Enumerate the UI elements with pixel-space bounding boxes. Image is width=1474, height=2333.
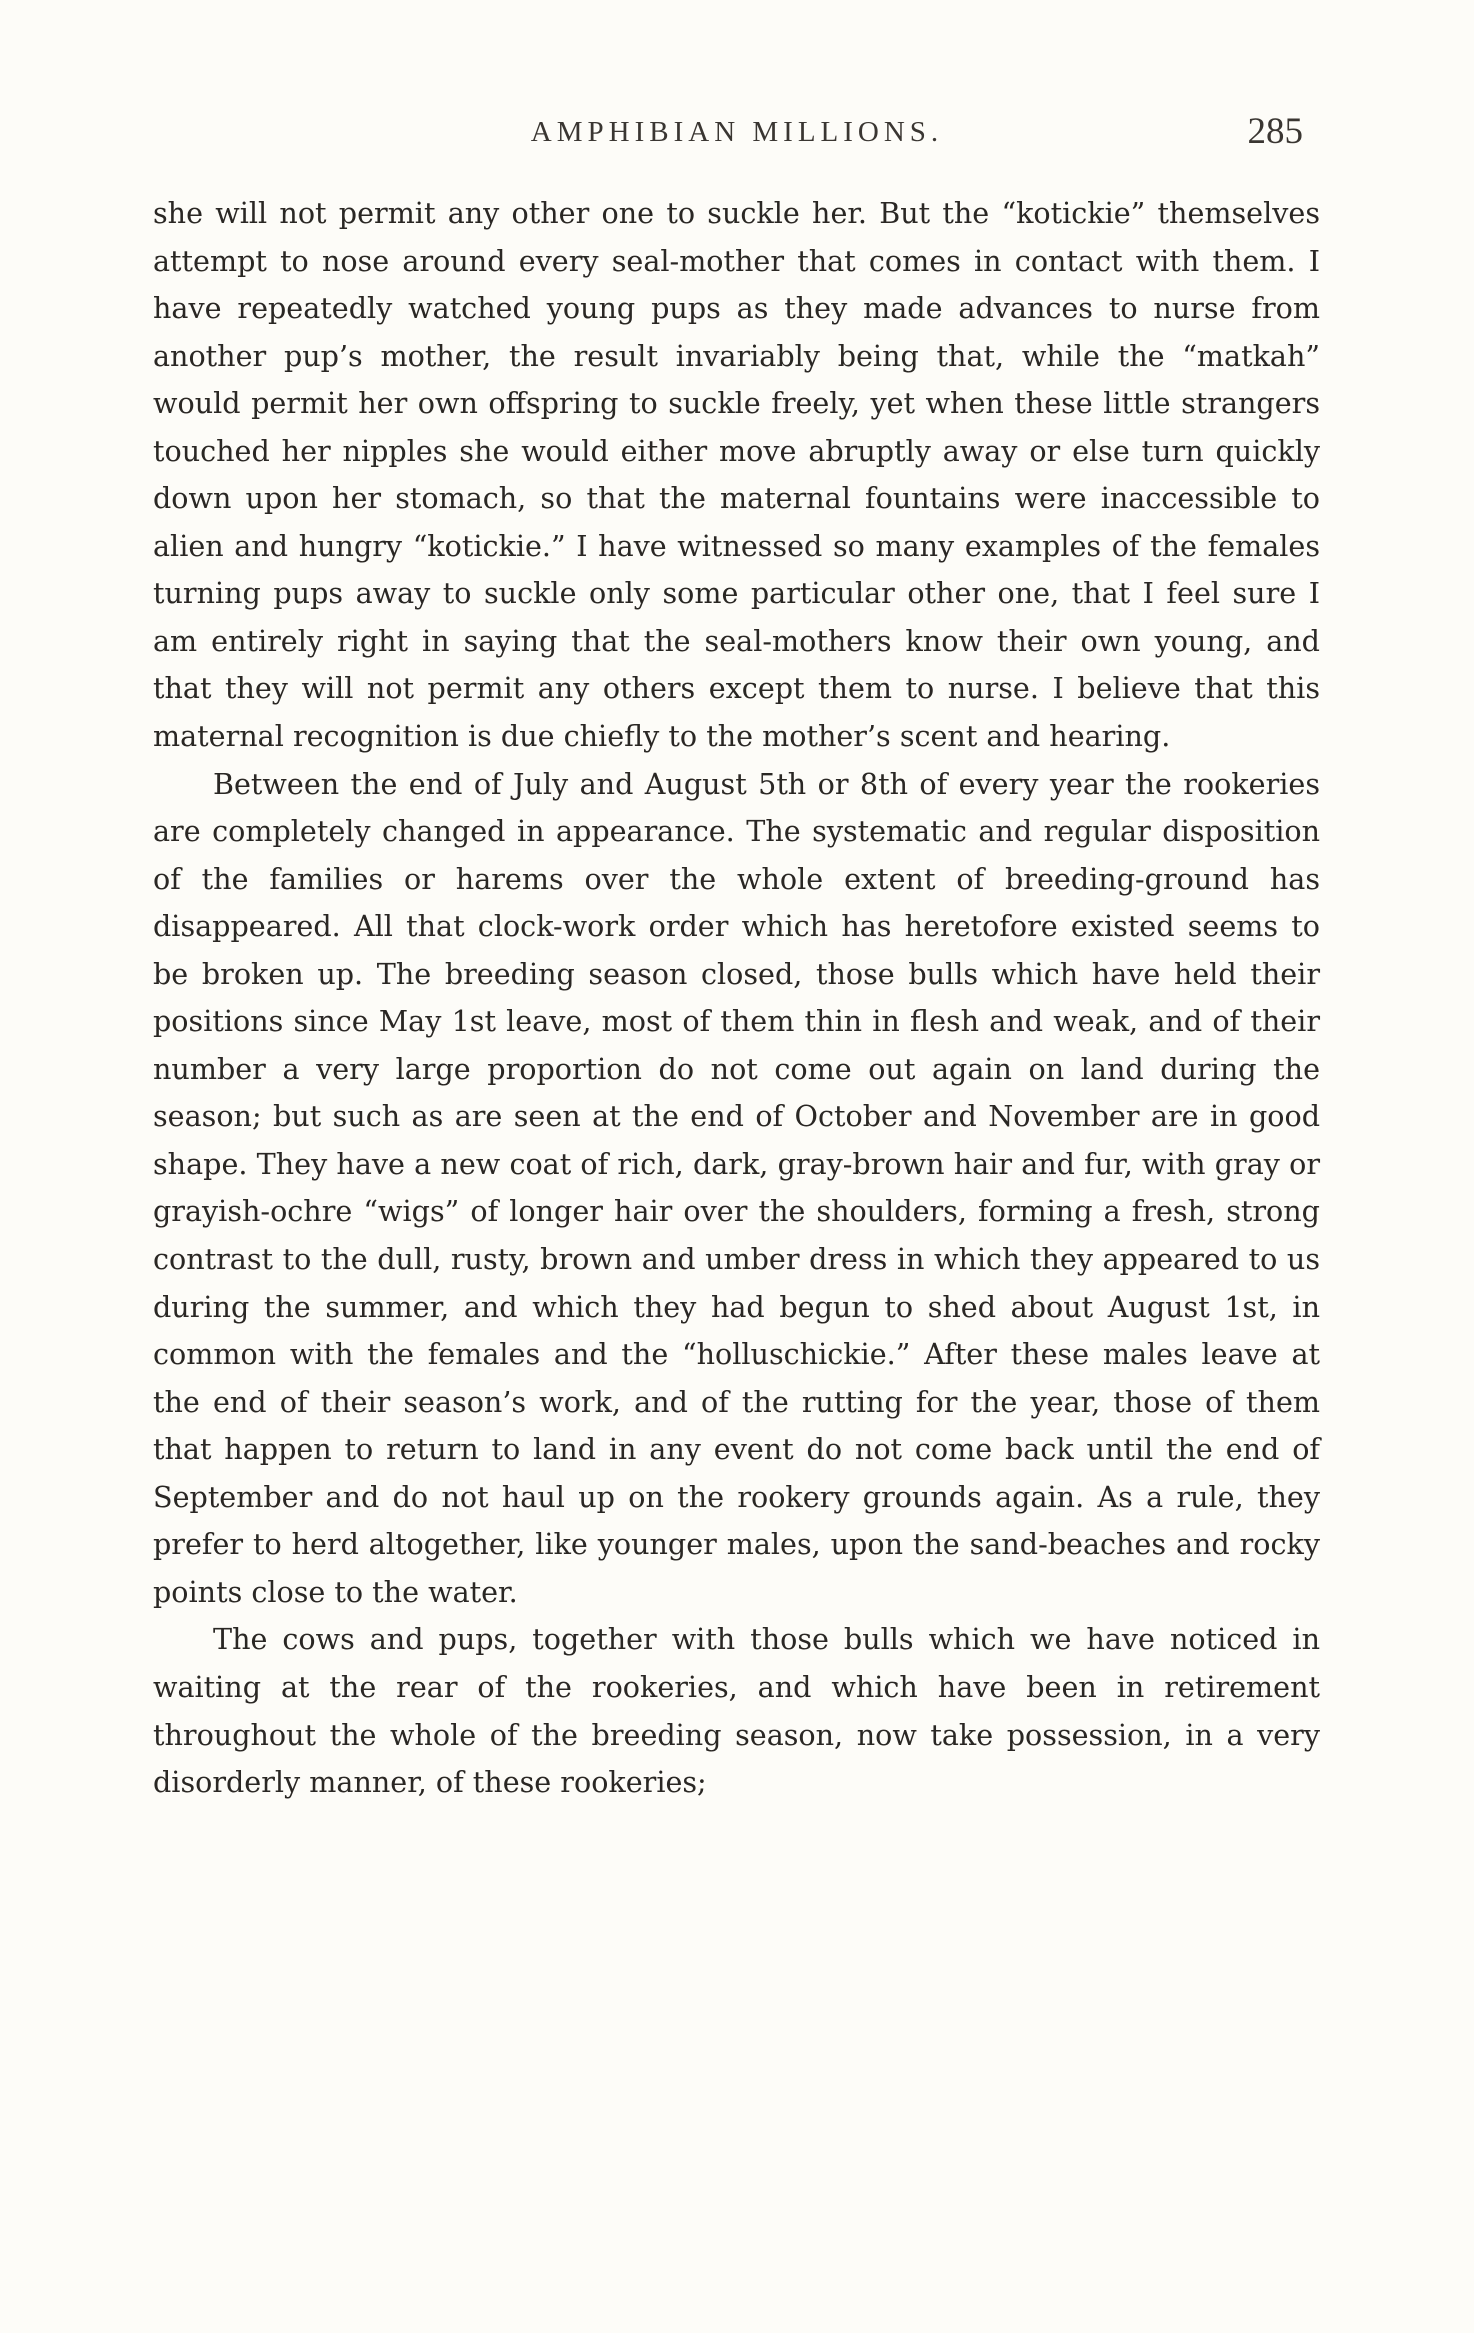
paragraph-cows-and-pups: The cows and pups, together with those bulls which we have noticed in waiting at the rear of the rookeries, and which have been in retirement throughout the whole of the breeding season, now take possession, in a very disorderly manner, of these rookeries; xyxy=(153,1622,1320,1800)
page-number: 285 xyxy=(1247,111,1303,152)
paragraph-continued: she will not permit any other one to suckle her. But the “kotickie” themselves attempt to nose around every seal-mother that comes in contact with them. I have repeatedly watched young pups as they made advances to nurse from another pup’s mother, the result invariably being that, while the “matkah” would permit her own offspring to suckle freely, yet when these little strangers touched her nipples she would either move abruptly away or else turn quickly down upon her stomach, so that the maternal fountains were inaccessible to alien and hungry “kotickie.” I have witnessed so many examples of the females turning pups away to suckle only some particular other one, that I feel sure I am entirely right in saying that the seal-mothers know their own young, and that they will not permit any others except them to nurse. I believe that this maternal recognition is due chiefly to the mother’s scent and hearing. xyxy=(153,196,1320,754)
running-title: AMPHIBIAN MILLIONS. xyxy=(530,116,944,148)
paragraph-rookeries-change: Between the end of July and August 5th or 8th of every year the rookeries are completely changed in appearance. The systematic and regular disposition of the families or harems over the whole extent of breeding-ground has disappeared. All that clock-work order which has heretofore existed seems to be broken up. The breeding season closed, those bulls which have held their positions since May 1st leave, most of them thin in flesh and weak, and of their number a very large proportion do not come out again on land during the season; but such as are seen at the end of October and November are in good shape. They have a new coat of rich, dark, gray-brown hair and fur, with gray or grayish-ochre “wigs” of longer hair over the shoulders, forming a fresh, strong contrast to the dull, rusty, brown and umber dress in which they appeared to us during the summer, and which they had begun to shed about August 1st, in common with the females and the “holluschickie.” After these males leave at the end of their season’s work, and of the rutting for the year, those of them that happen to return to land in any event do not come back until the end of September and do not haul up on the rookery grounds again. As a rule, they prefer to herd altogether, like younger males, upon the sand-beaches and rocky points close to the water. xyxy=(153,766,1320,1609)
running-head xyxy=(0,110,1474,160)
body-text xyxy=(153,190,1320,1807)
